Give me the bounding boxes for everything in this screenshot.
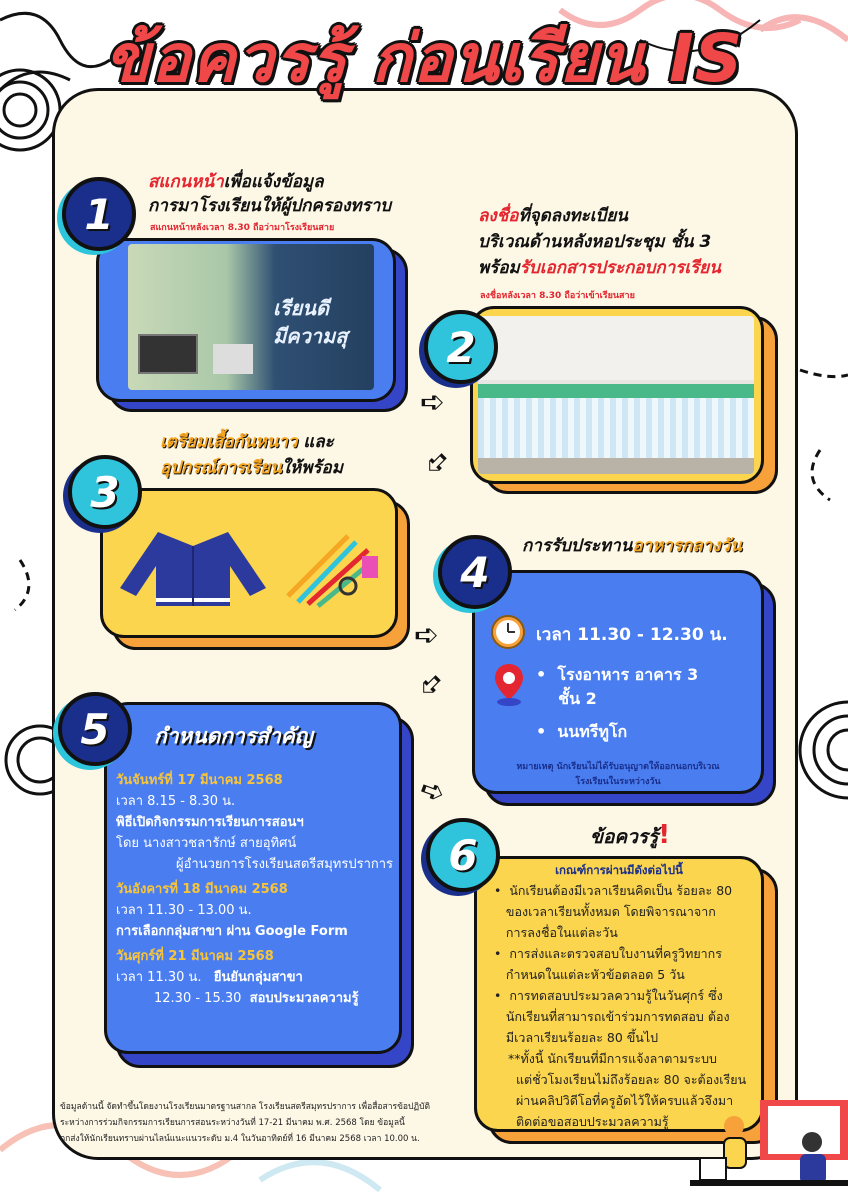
schedule-day3-row2: 12.30 - 15.30 สอบประมวลความรู้ [154, 991, 359, 1006]
criteria-list [494, 880, 764, 1132]
schedule-day3-row1: เวลา 11.30 น. ยืนยันกลุ่มสาขา [116, 970, 303, 985]
footer-line-2: ระหว่างการร่วมกิจกรรมการเรียนการสอนระหว่างวันที่ 17-21 มีนาคม พ.ศ. 2568 โดย ข้อมูลนี้ [60, 1118, 405, 1128]
clock-icon [490, 614, 526, 650]
step2-number: 2 [424, 310, 498, 384]
arrow-icon: ➪ [409, 664, 452, 707]
schedule-day1-by: โดย นางสาวชลารักษ์ สายอุทิศน์ [116, 836, 297, 851]
step3-heading [160, 429, 343, 481]
step4-heading-a: การรับประทาน [522, 536, 633, 556]
criteria-note: **ทั้งนี้ นักเรียนที่มีการแจ้งลาตามระบบ แต่ชั่วโมงเรียนไม่ถึงร้อยละ 80 จะต้องเรียน ผ่านคลิปวิดีโอที่ครูอัดไว้ให้ครบแล้วจึงมา ติดต่อขอสอบประมวลความรู้ [508, 1051, 747, 1129]
schedule-day1-event: พิธีเปิดกิจกรรมการเรียนการสอนฯ [116, 815, 304, 830]
step6-number: 6 [426, 818, 500, 892]
step3-heading-rest: และ [297, 432, 334, 452]
step1-heading [148, 170, 391, 218]
criteria-item-3: • การทดสอบประมวลความรู้ในวันศุกร์ ซึ่ง นักเรียนที่สามารถเข้าร่วมการทดสอบ ต้อง มีเวลาเรียนร้อยละ 80 ขึ้นไป [494, 988, 730, 1045]
step1-photo: เรียนดี มีความสุ [128, 244, 374, 390]
footer-text [60, 1099, 460, 1147]
step2-photo [478, 316, 754, 474]
sweater-image [118, 526, 268, 610]
schedule-day1-time: เวลา 8.15 - 8.30 น. [116, 794, 236, 809]
step2-heading-line3a: พร้อม [478, 258, 520, 278]
students-illustration [690, 1098, 848, 1200]
step5-number: 5 [58, 692, 132, 766]
step2-heading-line2: บริเวณด้านหลังหอประชุม ชั้น 3 [478, 232, 712, 252]
location-pin-icon [492, 662, 526, 706]
step1-heading-highlight: สแกนหน้า [148, 172, 224, 192]
step1-heading-rest: เพื่อแจ้งข้อมูล [223, 172, 324, 192]
criteria-item-1: • นักเรียนต้องมีเวลาเรียนคิดเป็น ร้อยละ 80 ของเวลาเรียนทั้งหมด โดยพิจารณาจาก การลงชื่อในแต่ละวัน [494, 883, 733, 940]
step6-heading-text: ข้อควรรู้ [590, 826, 659, 848]
arrow-icon: ➪ [414, 618, 440, 653]
footer-line-3: ถูกส่งให้นักเรียนทราบผ่านไลน์แนะแนวระดับ ม.4 ในวันอาทิตย์ที่ 16 มีนาคม 2568 เวลา 10.00 น. [60, 1134, 420, 1144]
arrow-icon: ➪ [414, 770, 451, 813]
step2-heading [478, 203, 721, 281]
footer-line-1: ข้อมูลด้านนี้ จัดทำขึ้นโดยงานโรงเรียนมาตรฐานสากล โรงเรียนสตรีสมุทรปราการ เพื่อสื่อสารข้อปฏิบัติ [60, 1102, 430, 1112]
step2-heading-highlight: ลงชื่อ [478, 206, 519, 226]
step2-note: ลงชื่อหลังเวลา 8.30 ถือว่าเข้าเรียนสาย [480, 291, 635, 301]
lunch-place-2: • นนทรีทูโก [536, 722, 628, 741]
schedule-day2-time: เวลา 11.30 - 13.00 น. [116, 903, 252, 918]
step3-heading-line2-rest: ให้พร้อม [281, 458, 343, 478]
step1-number: 1 [62, 177, 136, 251]
criteria-title: เกณฑ์การผ่านมีดังต่อไปนี้ [555, 863, 683, 877]
schedule-day2: วันอังคารที่ 18 มีนาคม 2568 [116, 882, 288, 897]
step1-heading-line2: การมาโรงเรียนให้ผู้ปกครองทราบ [148, 196, 392, 216]
schedule-day1: วันจันทร์ที่ 17 มีนาคม 2568 [116, 773, 283, 788]
school-supplies-image [278, 526, 388, 610]
arrow-icon: ➪ [420, 385, 446, 420]
schedule-day3: วันศุกร์ที่ 21 มีนาคม 2568 [116, 949, 274, 964]
step3-number: 3 [68, 455, 142, 529]
step2-heading-rest: ที่จุดลงทะเบียน [518, 206, 628, 226]
step6-heading [590, 820, 670, 852]
arrow-icon: ➪ [415, 442, 458, 485]
step5-heading: กำหนดการสำคัญ [154, 724, 313, 748]
schedule-day2-event: การเลือกกลุ่มสาขา ผ่าน Google Form [116, 924, 348, 939]
step4-number: 4 [438, 535, 512, 609]
step4-heading-highlight: อาหารกลางวัน [632, 536, 742, 556]
lunch-time: เวลา 11.30 - 12.30 น. [536, 625, 728, 645]
page-title: ข้อควรรู้ ก่อนเรียน IS [104, 20, 744, 97]
step2-heading-line3-highlight: รับเอกสารประกอบการเรียน [519, 258, 721, 278]
step4-heading [522, 532, 742, 559]
exclamation-icon: ! [658, 820, 671, 850]
lunch-place-1: • โรงอาหาร อาคาร 3 ชั้น 2 [536, 665, 699, 708]
schedule-day1-role: ผู้อำนวยการโรงเรียนสตรีสมุทรปราการ [176, 857, 394, 872]
lunch-note: หมายเหตุ นักเรียนไม่ได้รับอนุญาตให้ออกนอกบริเวณ โรงเรียนในระหว่างวัน [516, 762, 720, 787]
schedule [116, 770, 406, 1009]
step1-note: สแกนหน้าหลังเวลา 8.30 ถือว่ามาโรงเรียนสาย [150, 223, 335, 233]
step3-heading-line2-highlight: อุปกรณ์การเรียน [160, 458, 282, 478]
step3-heading-highlight: เตรียมเสื้อกันหนาว [160, 432, 298, 452]
criteria-item-2: • การส่งและตรวจสอบใบงานที่ครูวิทยากร กำหนดในแต่ละหัวข้อตลอด 5 วัน [494, 946, 722, 982]
